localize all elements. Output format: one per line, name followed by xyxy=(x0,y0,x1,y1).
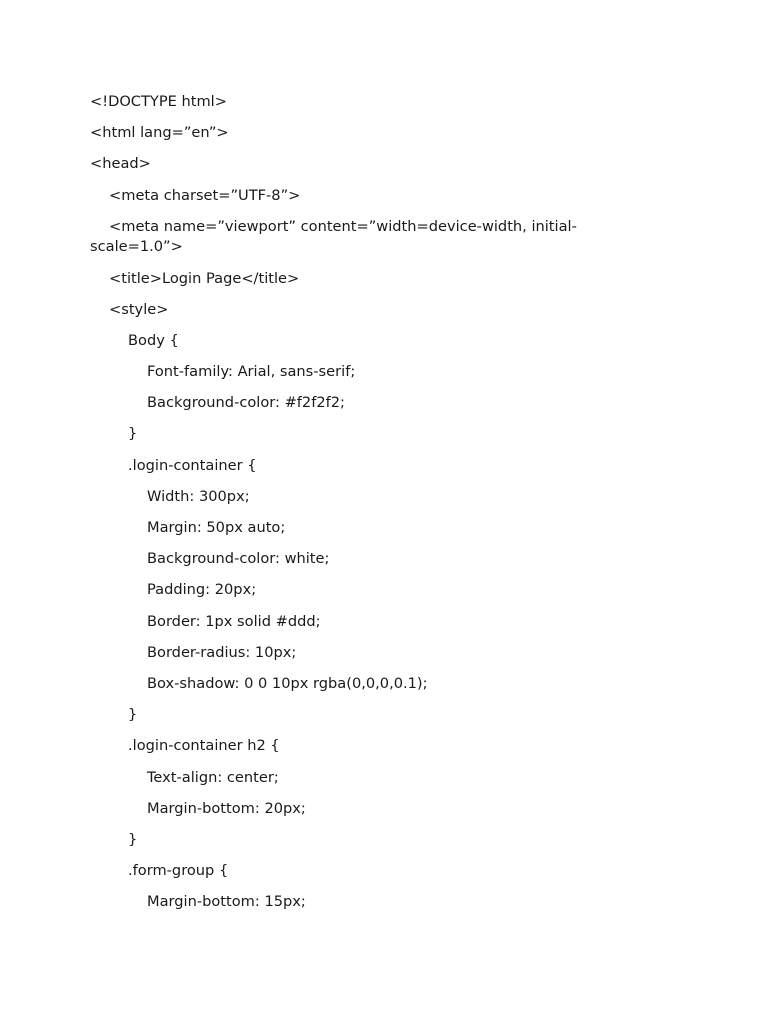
code-line: Box-shadow: 0 0 10px rgba(0,0,0,0.1); xyxy=(147,674,428,692)
code-line: <!DOCTYPE html> xyxy=(90,93,227,110)
code-line: <style> xyxy=(109,300,169,318)
code-line: Padding: 20px; xyxy=(147,581,257,599)
code-line: } xyxy=(128,830,138,848)
code-line: Text-align: center; xyxy=(147,768,279,786)
code-line: <meta name=”viewport” content=”width=device-width, initial-scale=1.0”> xyxy=(90,217,577,256)
code-text-block xyxy=(90,92,610,923)
code-line: <meta charset=”UTF-8”> xyxy=(109,186,301,204)
code-line: Border: 1px solid #ddd; xyxy=(147,612,321,630)
code-line: <head> xyxy=(90,155,151,173)
code-line: .login-container h2 { xyxy=(128,737,280,755)
code-line: Background-color: #f2f2f2; xyxy=(147,394,345,412)
code-line: .form-group { xyxy=(128,862,229,880)
code-line: Margin-bottom: 15px; xyxy=(147,893,306,911)
code-line: } xyxy=(128,425,138,443)
code-line: <title>Login Page</title> xyxy=(109,269,300,287)
code-line: Background-color: white; xyxy=(147,550,330,568)
code-line: Margin-bottom: 20px; xyxy=(147,799,306,817)
code-line: .login-container { xyxy=(128,456,257,474)
code-line: Border-radius: 10px; xyxy=(147,643,297,661)
code-line: Body { xyxy=(128,331,179,349)
code-line: } xyxy=(128,706,138,724)
code-line: <html lang=”en”> xyxy=(90,124,229,142)
code-line: Margin: 50px auto; xyxy=(147,519,286,537)
code-line: Width: 300px; xyxy=(147,487,250,505)
code-line: Font-family: Arial, sans-serif; xyxy=(147,363,356,381)
